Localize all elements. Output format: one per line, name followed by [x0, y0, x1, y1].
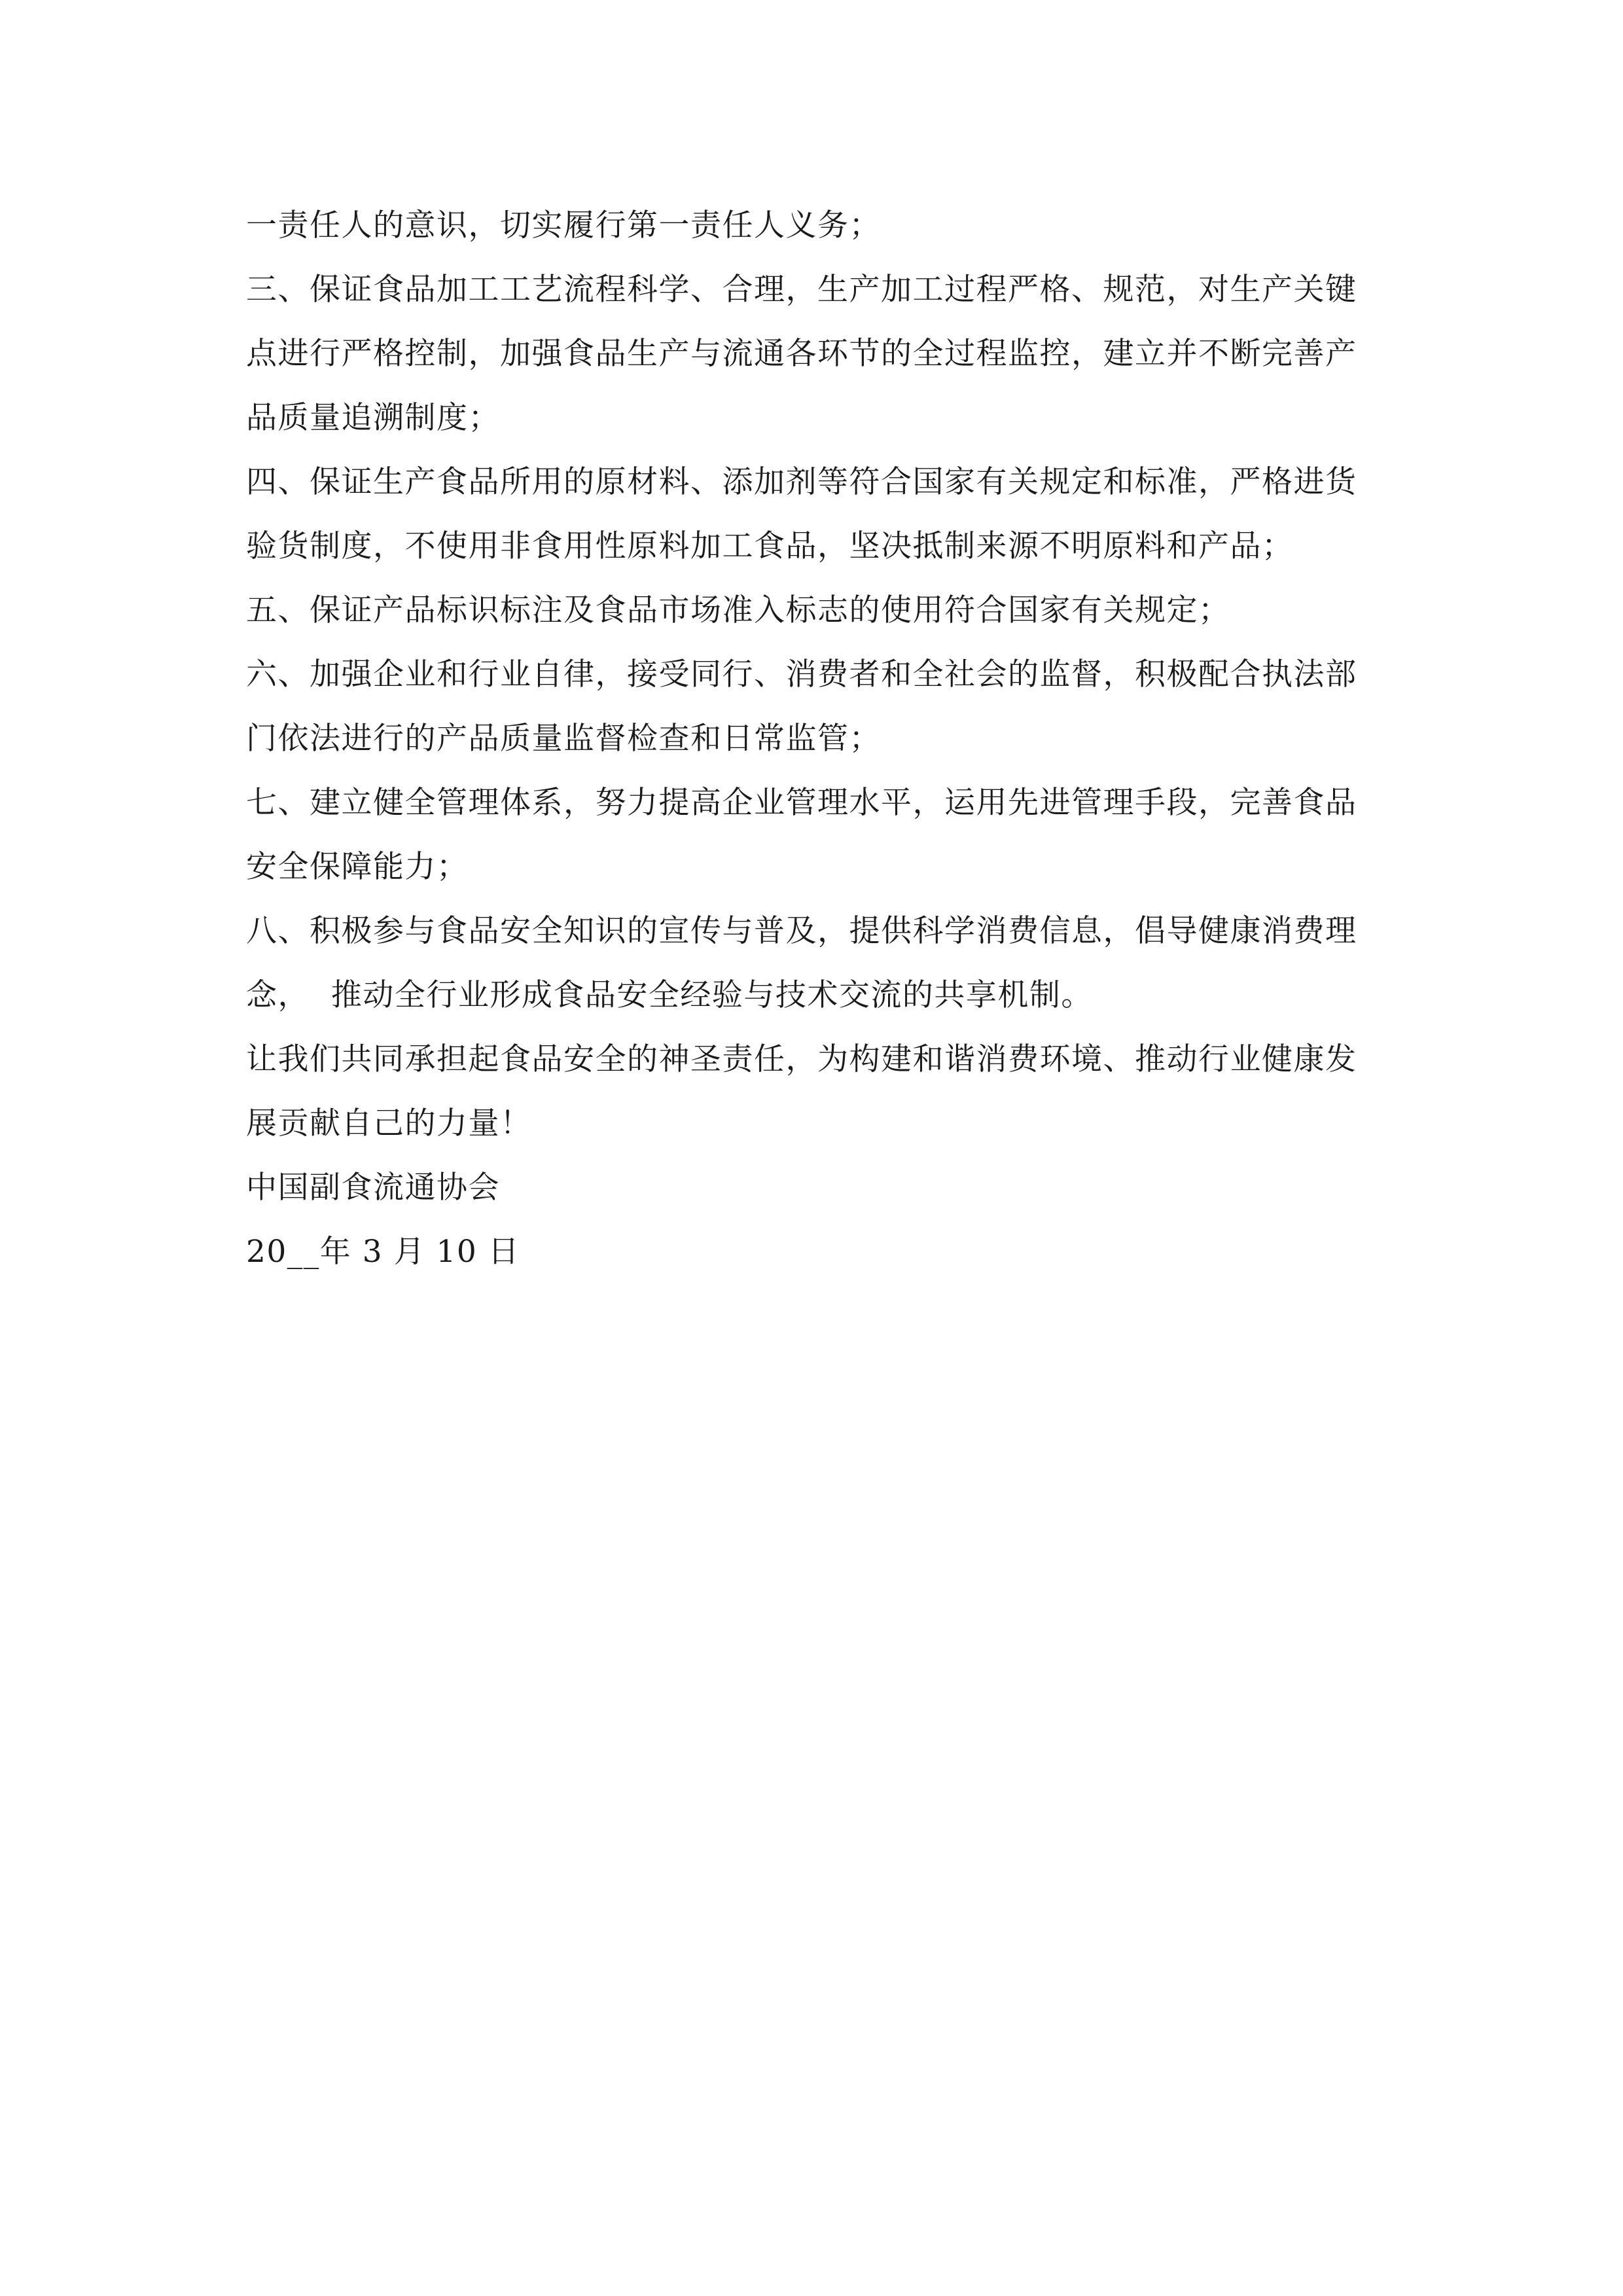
body-line: 五、保证产品标识标注及食品市场准入标志的使用符合国家有关规定； — [246, 592, 1230, 628]
body-line: 三、保证食品加工工艺流程科学、合理，生产加工过程严格、规范，对生产关键 — [246, 272, 1357, 308]
body-line: 让我们共同承担起食品安全的神圣责任，为构建和谐消费环境、推动行业健康发 — [246, 1041, 1357, 1077]
body-line: 展贡献自己的力量！ — [246, 1105, 532, 1141]
body-line: 品质量追溯制度； — [246, 400, 500, 436]
document-date: 20__年 3 月 10 日 — [246, 1234, 520, 1270]
body-line: 验货制度，不使用非食用性原料加工食品，坚决抵制来源不明原料和产品； — [246, 528, 1294, 564]
body-line: 一责任人的意识，切实履行第一责任人义务； — [246, 207, 881, 243]
body-line: 四、保证生产食品所用的原材料、添加剂等符合国家有关规定和标准，严格进货 — [246, 464, 1357, 500]
body-line: 点进行严格控制，加强食品生产与流通各环节的全过程监控，建立并不断完善产 — [246, 336, 1357, 372]
body-line: 安全保障能力； — [246, 849, 469, 885]
body-line: 七、建立健全管理体系，努力提高企业管理水平，运用先进管理手段，完善食品 — [246, 785, 1357, 821]
body-line: 八、积极参与食品安全知识的宣传与普及，提供科学消费信息，倡导健康消费理 — [246, 913, 1357, 949]
body-line: 六、加强企业和行业自律，接受同行、消费者和全社会的监督，积极配合执法部 — [246, 656, 1357, 692]
document-body — [246, 194, 1398, 1284]
organization-signature: 中国副食流通协会 — [246, 1170, 500, 1206]
body-line: 门依法进行的产品质量监督检查和日常监管； — [246, 721, 881, 757]
body-line: 念， 推动全行业形成食品安全经验与技术交流的共享机制。 — [246, 977, 1093, 1013]
